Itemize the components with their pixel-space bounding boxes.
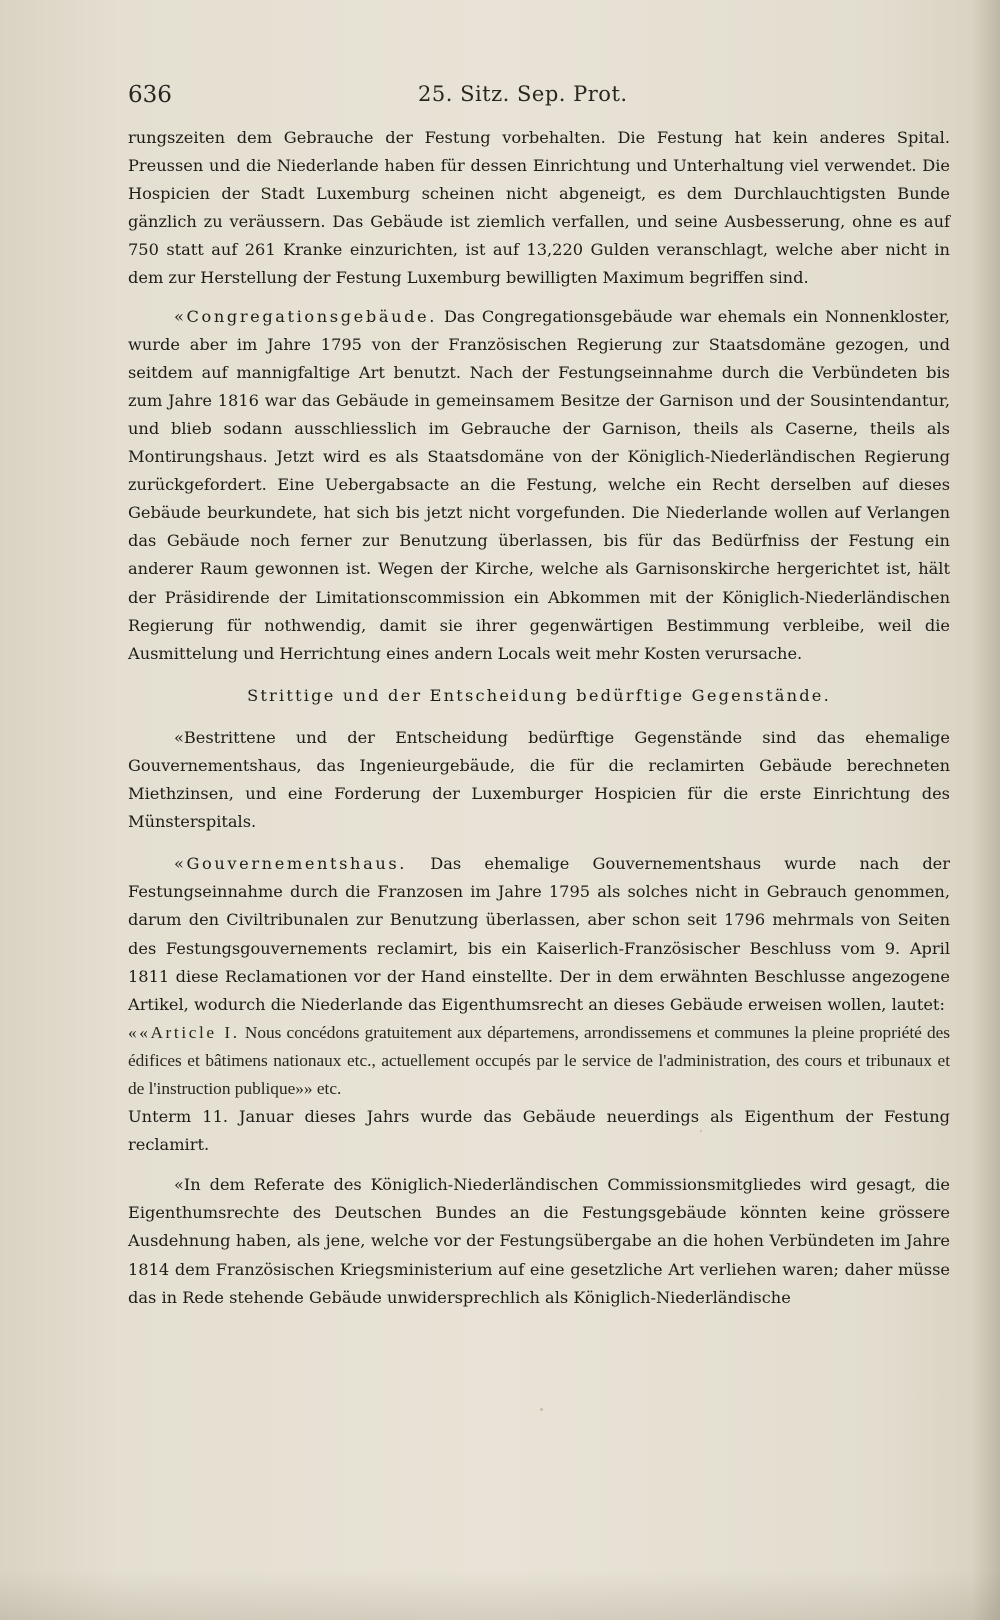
paragraph: «In dem Referate des Königlich-Niederländischen Commissionsmitgliedes wird gesagt, die Eigenthumsrechte des Deutschen Bundes an die Festungsgebäude könnten keine grössere Ausdehnung haben, als jene, welche vor der Festungsübergabe an die hohen Verbündeten im Jahre 1814 dem Französischen Kriegsministerium auf eine gesetzliche Art verliehen waren; daher müsse das in Rede stehende Gebäude unwidersprechlich als Königlich-Niederländische <box>128 1175 950 1307</box>
paragraph-keyword: «Gouvernementshaus. <box>174 854 407 874</box>
paragraph-text: Das ehemalige Gouvernementshaus wurde nach der Festungseinnahme durch die Franzosen im Jahre 1795 als solches nicht in Gebrauch genommen, darum den Civiltribunalen zur Benutzung überlassen, aber schon seit 1796 mehrmals von Seiten des Festungsgouvernements reclamirt, bis ein Kaiserlich-Französischer Beschluss vom 9. April 1811 diese Reclamationen vor der Hand einstellte. Der in dem erwähnten Beschlusse angezogene Artikel, wodurch die Niederlande das Eigenthumsrecht an dieses Gebäude erweisen wollen, lautet: <box>128 854 950 1014</box>
body-text <box>128 124 950 1312</box>
page-edge-shadow <box>972 0 1000 1620</box>
page-number: 636 <box>128 82 172 108</box>
page-bottom-shadow <box>0 1570 1000 1620</box>
paragraph-keyword: «Congregationsgebäude. <box>174 306 437 326</box>
running-head: 25. Sitz. Sep. Prot. <box>418 82 628 106</box>
paragraph: «Bestrittene und der Entscheidung bedürftige Gegenstände sind das ehemalige Gouvernementshaus, das Ingenieurgebäude, die für die reclamirten Gebäude berechneten Miethzinsen, und eine Forderung der Luxemburger Hospicien für die erste Einrichtung des Münsterspitals. <box>128 727 950 832</box>
paragraph-gouvernementshaus <box>128 850 950 1019</box>
section-heading: Strittige und der Entscheidung bedürftige Gegenstände. <box>247 685 831 705</box>
paragraph: Unterm 11. Januar dieses Jahrs wurde das Gebäude neuerdings als Eigenthum der Festung reclamirt. <box>128 1107 950 1155</box>
page-header <box>128 80 948 114</box>
paragraph: rungszeiten dem Gebrauche der Festung vorbehalten. Die Festung hat kein anderes Spital. Preussen und die Niederlande haben für dessen Einrichtung und Unterhaltung viel verwendet. Die Hospicien der Stadt Luxemburg scheinen nicht abgeneigt, es dem Durchlauchtigsten Bunde gänzlich zu veräussern. Das Gebäude ist ziemlich verfallen, und seine Ausbesserung, ohne es auf 750 statt auf 261 Kranke einzurichten, ist auf 13,220 Gulden veranschlagt, welche aber nicht in dem zur Herstellung der Festung Luxemburg bewilligten Maximum begriffen sind. <box>128 128 950 288</box>
paragraph-congregation <box>128 303 950 668</box>
ink-speck <box>540 1408 543 1411</box>
paragraph-text: Das Congregationsgebäude war ehemals ein Nonnenkloster, wurde aber im Jahre 1795 von der Französischen Regierung zur Staatsdomäne gezogen, und seitdem auf mannigfaltige Art benutzt. Nach der Festungseinnahme durch die Verbündeten bis zum Jahre 1816 war das Gebäude in gemeinsamem Besitze der Garnison und der Sousintendantur, und blieb sodann ausschliesslich im Gebrauche der Garnison, theils als Caserne, theils als Montirungshaus. Jetzt wird es als Staatsdomäne von der Königlich-Niederländischen Regierung zurückgefordert. Eine Uebergabsacte an die Festung, welche ein Recht derselben auf dieses Gebäude beurkundete, hat sich bis jetzt nicht vorgefunden. Die Niederlande wollen auf Verlangen das Gebäude noch ferner zur Benutzung überlassen, bis für das Bedürfniss der Festung ein anderer Raum gewonnen ist. Wegen der Kirche, welche als Garnisonskirche hergerichtet ist, hält der Präsidirende der Limitationscommission ein Abkommen mit der Königlich-Niederländischen Regierung für nothwendig, damit sie ihrer gegenwärtigen Bestimmung verbleibe, weil die Ausmittelung und Herrichtung eines andern Locals weit mehr Kosten verursache. <box>128 306 950 663</box>
french-quote <box>128 1019 950 1103</box>
quote-keyword: ««Article I. <box>128 1022 240 1042</box>
quote-text: Nous concédons gratuitement aux départemens, arrondissemens et communes la pleine propriété des édifices et bâtimens nationaux etc., actuellement occupés par le service de l'administration, des cours et tribunaux et de l'instruction publique»» etc. <box>128 1022 950 1098</box>
